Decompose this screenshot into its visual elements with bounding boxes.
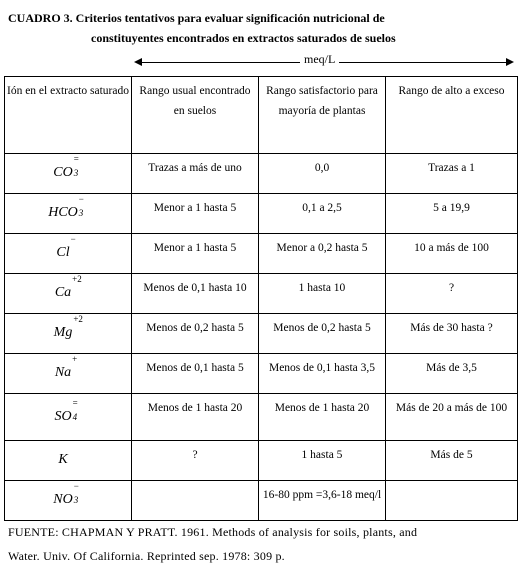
ion-cell [5, 441, 132, 481]
cell-exceso: Trazas a 1 [386, 154, 518, 194]
ion-cell [5, 394, 132, 441]
cell-exceso: Más de 30 hasta ? [386, 314, 518, 354]
source-line-1: FUENTE: CHAPMAN Y PRATT. 1961. Methods of analysis for soils, plants, and [8, 525, 418, 539]
ion-subscript: 3 [78, 208, 84, 218]
cell-usual: Menos de 1 hasta 20 [132, 394, 259, 441]
ion-charge: = [72, 397, 78, 408]
ion-symbol: SO [54, 408, 72, 424]
cell-exceso: Más de 5 [386, 441, 518, 481]
cell-satisfactorio: Menos de 0,2 hasta 5 [259, 314, 386, 354]
header-ion: Ión en el extracto saturado [5, 77, 132, 154]
cell-usual: Menos de 0,1 hasta 10 [132, 274, 259, 314]
ion-symbol: Ca [54, 285, 72, 300]
cell-usual: Trazas a más de uno [132, 154, 259, 194]
ion-charge: +2 [72, 274, 82, 284]
ion-charge: = [73, 154, 79, 164]
source-note [8, 520, 513, 568]
table-row [5, 394, 518, 441]
caption-line-1: CUADRO 3. Criterios tentativos para evaluar significación nutricional de [8, 11, 385, 25]
cell-exceso: Más de 3,5 [386, 354, 518, 394]
table-header-row [5, 77, 518, 154]
ion-subscript: 4 [72, 411, 78, 422]
arrow-right-icon [506, 58, 514, 66]
cell-satisfactorio: 0,0 [259, 154, 386, 194]
cell-satisfactorio: Menos de 1 hasta 20 [259, 394, 386, 441]
ion-cell [5, 481, 132, 521]
ion-symbol: Mg [53, 325, 73, 340]
ion-symbol: CO [53, 165, 73, 180]
table-row [5, 354, 518, 394]
header-excess-range: Rango de alto a exceso [386, 77, 518, 154]
cell-satisfactorio: 1 hasta 10 [259, 274, 386, 314]
ion-symbol: K [58, 452, 68, 467]
cell-usual: Menos de 0,1 hasta 5 [132, 354, 259, 394]
cell-usual: ? [132, 441, 259, 481]
ion-subscript: 3 [73, 495, 79, 505]
units-label: meq/L [300, 52, 339, 67]
cell-usual: Menor a 1 hasta 5 [132, 234, 259, 274]
cell-usual: Menos de 0,2 hasta 5 [132, 314, 259, 354]
ion-charge: + [72, 354, 78, 364]
table-row [5, 154, 518, 194]
cell-satisfactorio: 0,1 a 2,5 [259, 194, 386, 234]
ion-subscript: 3 [73, 168, 79, 178]
ion-cell [5, 354, 132, 394]
ion-cell [5, 314, 132, 354]
table-caption [8, 8, 396, 48]
cell-satisfactorio: Menos de 0,1 hasta 3,5 [259, 354, 386, 394]
ion-charge: +2 [73, 314, 83, 324]
cell-exceso: 10 a más de 100 [386, 234, 518, 274]
ion-symbol: NO [53, 492, 73, 507]
ion-symbol: Cl [56, 245, 70, 260]
cell-satisfactorio: Menor a 0,2 hasta 5 [259, 234, 386, 274]
table-row [5, 274, 518, 314]
ion-charge: − [73, 481, 79, 491]
table-row [5, 481, 518, 521]
cell-exceso: Más de 20 a más de 100 [386, 394, 518, 441]
ion-cell [5, 194, 132, 234]
cell-exceso: 5 a 19,9 [386, 194, 518, 234]
cell-satisfactorio: 16-80 ppm =3,6-18 meq/l [259, 481, 386, 521]
ion-cell [5, 154, 132, 194]
ion-cell [5, 234, 132, 274]
caption-line-2: constituyentes encontrados en extractos saturados de suelos [91, 31, 396, 45]
criteria-table [4, 76, 518, 521]
ion-symbol: Na [54, 365, 72, 380]
ion-charge: − [70, 234, 76, 244]
arrow-left-icon [134, 58, 142, 66]
cell-exceso [386, 481, 518, 521]
table-row [5, 234, 518, 274]
header-satisfactory-range: Rango satisfactorio para mayoría de plantas [259, 77, 386, 154]
ion-cell [5, 274, 132, 314]
ion-symbol: HCO [48, 205, 78, 220]
source-line-2: Water. Univ. Of California. Reprinted sep. 1978: 309 p. [8, 549, 285, 563]
cell-usual: Menor a 1 hasta 5 [132, 194, 259, 234]
table-row [5, 194, 518, 234]
cell-exceso: ? [386, 274, 518, 314]
cell-usual [132, 481, 259, 521]
cell-satisfactorio: 1 hasta 5 [259, 441, 386, 481]
table-row [5, 441, 518, 481]
header-usual-range: Rango usual encontrado en suelos [132, 77, 259, 154]
units-indicator [134, 54, 514, 70]
ion-charge: − [78, 194, 84, 204]
table-row [5, 314, 518, 354]
